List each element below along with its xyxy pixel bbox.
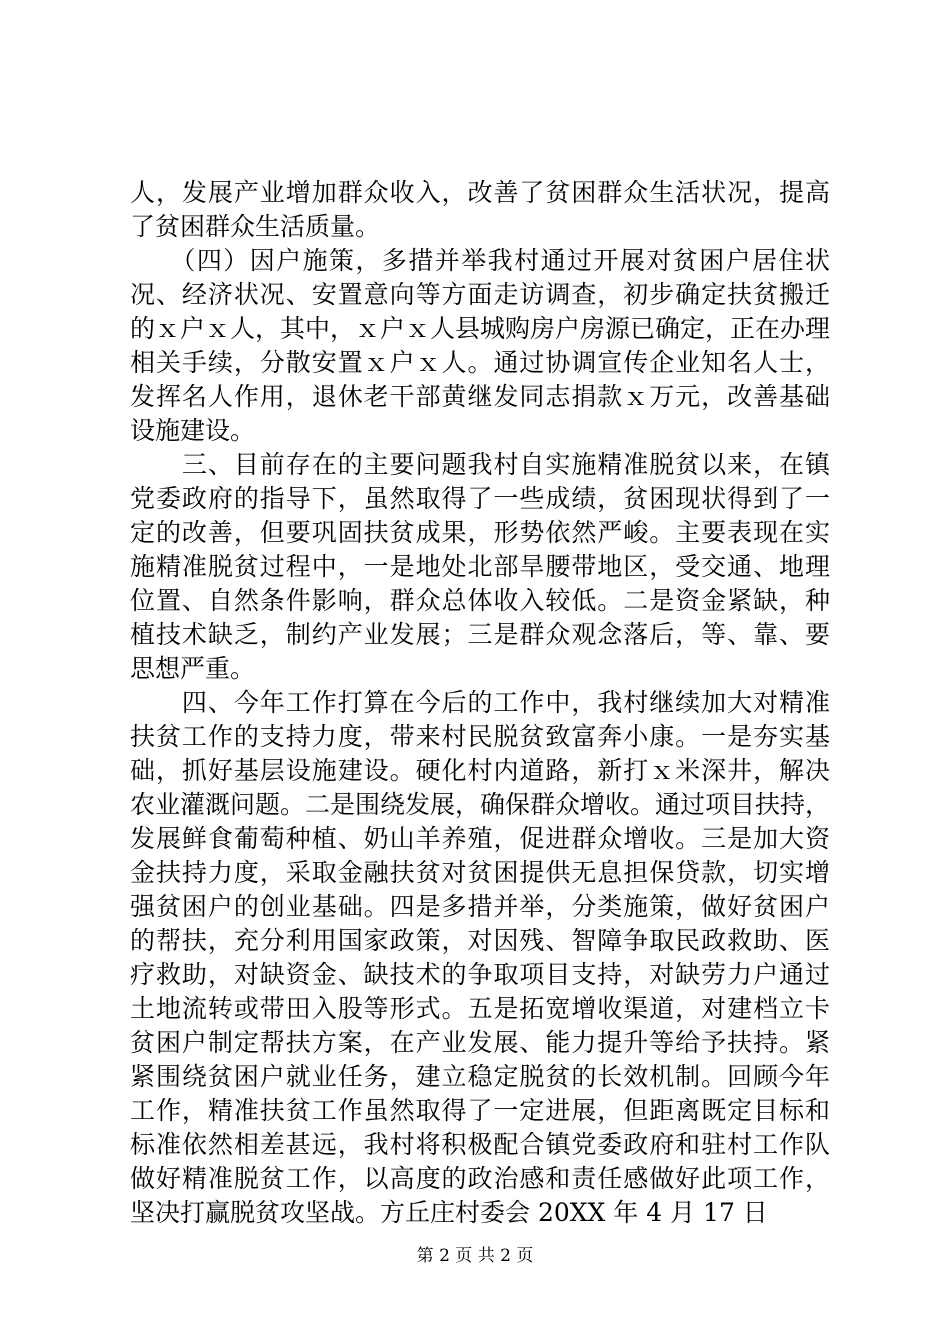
document-body [130, 176, 830, 1230]
text-line: 了贫困群众生活质量。 [130, 212, 381, 241]
text-line: 标准依然相差甚远，我村将积极配合镇党委政府和驻村工作队 [130, 1130, 830, 1159]
page-number: 第 2 页 共 2 页 [416, 1246, 534, 1266]
text-line: 设施建设。 [130, 416, 256, 445]
text-line: 思想严重。 [130, 654, 256, 683]
text-line: 位置、自然条件影响，群众总体收入较低。二是资金紧缺，种 [130, 586, 830, 615]
text-line: 强贫困户的创业基础。四是多措并举，分类施策，做好贫困户 [130, 892, 830, 921]
text-line: 做好精准脱贫工作，以高度的政治感和责任感做好此项工作， [130, 1164, 830, 1193]
text-line: 施精准脱贫过程中，一是地处北部旱腰带地区，受交通、地理 [130, 552, 830, 581]
text-line: 的ｘ户ｘ人，其中，ｘ户ｘ人县城购房户房源已确定，正在办理 [130, 314, 831, 343]
text-line: 坚决打赢脱贫攻坚战。方丘庄村委会 20XX 年 4 月 17 日 [130, 1198, 768, 1227]
text-line: 疗救助，对缺资金、缺技术的争取项目支持，对缺劳力户通过 [130, 960, 830, 989]
text-line: 金扶持力度，采取金融扶贫对贫困提供无息担保贷款，切实增 [130, 858, 830, 887]
text-line: 的帮扶，充分利用国家政策，对因残、智障争取民政救助、医 [130, 926, 830, 955]
page-footer [0, 1244, 950, 1268]
text-line: 党委政府的指导下，虽然取得了一些成绩，贫困现状得到了一 [130, 484, 830, 513]
text-line: 农业灌溉问题。二是围绕发展，确保群众增收。通过项目扶持， [130, 790, 831, 819]
text-line: 发展鲜食葡萄种植、奶山羊养殖，促进群众增收。三是加大资 [130, 824, 830, 853]
text-line: 扶贫工作的支持力度，带来村民脱贫致富奔小康。一是夯实基 [130, 722, 830, 751]
text-line: 工作，精准扶贫工作虽然取得了一定进展，但距离既定目标和 [130, 1096, 830, 1125]
text-line: 础，抓好基层设施建设。硬化村内道路，新打ｘ米深井，解决 [130, 756, 830, 785]
text-line: 植技术缺乏，制约产业发展；三是群众观念落后，等、靠、要 [130, 620, 830, 649]
text-line: （四）因户施策，多措并举我村通过开展对贫困户居住状 [130, 246, 830, 275]
text-line: 紧围绕贫困户就业任务，建立稳定脱贫的长效机制。回顾今年 [130, 1062, 830, 1091]
text-line: 定的改善，但要巩固扶贫成果，形势依然严峻。主要表现在实 [130, 518, 830, 547]
text-line: 土地流转或带田入股等形式。五是拓宽增收渠道，对建档立卡 [130, 994, 830, 1023]
text-line: 况、经济状况、安置意向等方面走访调查，初步确定扶贫搬迁 [130, 280, 830, 309]
text-line: 相关手续，分散安置ｘ户ｘ人。通过协调宣传企业知名人士， [130, 348, 830, 377]
text-line: 人，发展产业增加群众收入，改善了贫困群众生活状况，提高 [130, 178, 830, 207]
text-line: 三、目前存在的主要问题我村自实施精准脱贫以来，在镇 [130, 450, 830, 479]
text-line: 发挥名人作用，退休老干部黄继发同志捐款ｘ万元，改善基础 [130, 382, 830, 411]
text-line: 贫困户制定帮扶方案，在产业发展、能力提升等给予扶持。紧 [130, 1028, 830, 1057]
text-line: 四、今年工作打算在今后的工作中，我村继续加大对精准 [130, 688, 830, 717]
